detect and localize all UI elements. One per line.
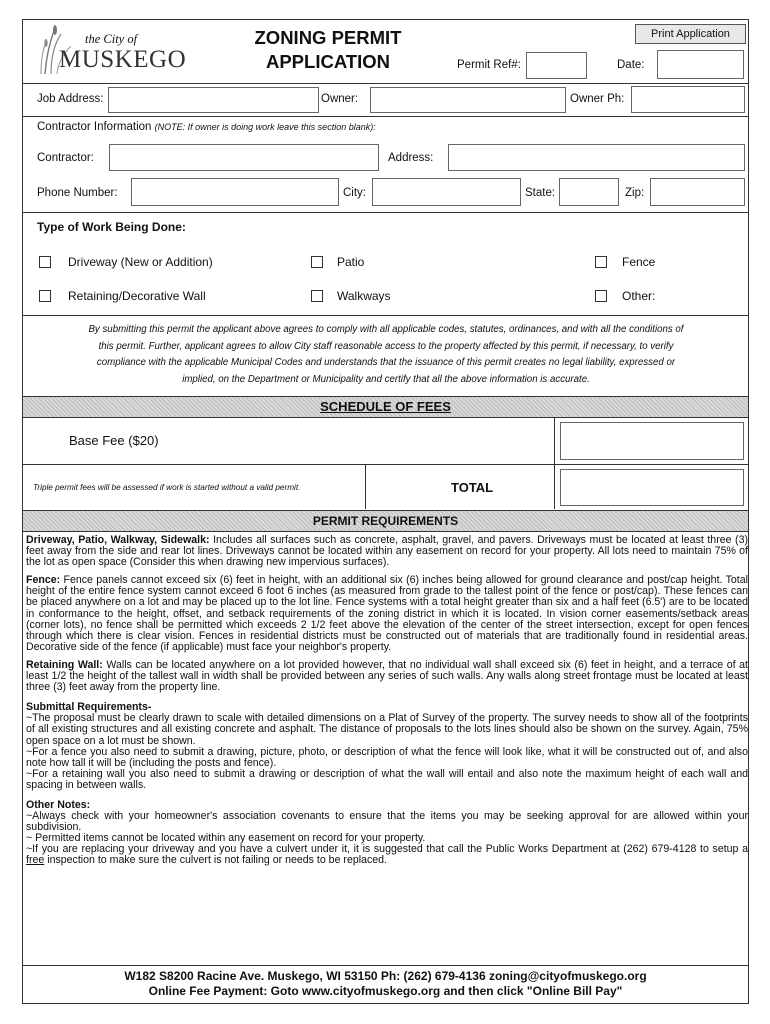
driveway-checkbox[interactable] [39,256,51,268]
total-label: TOTAL [451,480,494,495]
walkways-checkbox[interactable] [311,290,323,302]
free-inspection-text: free [26,854,45,867]
other-note: ~If you are replacing your driveway and you have a culvert under it, it is suggested that call the Public Works Department at (262) 679-4128 to setup a free inspection to make sure the culvert is not failing or needs to be replaced. [26,843,748,867]
agreement-line: this permit. Further, applicant agrees to allow City staff reasonable access to the property affected by this permit, if necessary, to verify [98,340,674,352]
agreement-text [27,322,745,388]
requirements-heading: PERMIT REQUIREMENTS [312,514,459,528]
title-line-1: ZONING PERMIT [254,27,402,48]
state-label: State: [525,187,556,199]
city-logo [37,24,207,74]
footer-address-line: W182 S8200 Racine Ave. Muskego, WI 53150 Ph: (262) 679-4136 zoning@cityofmuskego.org [124,969,647,983]
submittal-requirements [26,702,748,791]
other-notes [26,800,748,867]
retaining-wall-option-label: Retaining/Decorative Wall [68,289,206,303]
page-title [233,26,423,74]
permit-ref-label: Permit Ref#: [457,59,521,71]
total-input[interactable] [560,469,744,506]
contractor-section-title: Contractor Information [37,121,152,133]
contractor-address-input[interactable] [448,144,745,171]
driveway-option-label: Driveway (New or Addition) [68,255,213,269]
requirements-heading-bar [23,510,748,532]
city-input[interactable] [372,178,521,206]
other-notes-title: Other Notes: [26,798,91,811]
agreement-line: implied, on the Department or Municipality and certify that all the above information is accurate. [182,373,590,385]
contractor-input[interactable] [109,144,379,171]
job-address-label: Job Address: [37,93,104,105]
footer-payment-line: Online Fee Payment: Goto www.cityofmuskego.org and then click "Online Bill Pay" [148,984,623,998]
fence-requirement [26,575,748,653]
phone-number-input[interactable] [131,178,339,206]
owner-label: Owner: [321,93,359,105]
fence-requirement-text: Fence panels cannot exceed six (6) feet in height, with an additional six (6) inches being allowed for ground clearance and post/cap height. Total height of the entire fence system cannot exceed 6 foot 6 inches (as measured from grade to the tallest point of the fence or post/cap). These fences can be placed anywhere on a lot and may be placed up to the lot line. Fence systems with a total height greater than six and a half feet (6.5') are to be located in conformance to the height, offset, and setback requirements of the zoning district in which it is located. In vision corner easements/setback areas (corner lots), no fence shall be permitted which exceeds 2 1/2 feet above the elevation of the center of the street intersection, except for open fences through which there is clear vision. Fences in residential districts must be constructed out of materials that are traditionally found in residential areas. Decorative side of the fence (if applicable) must face your neighbor's property. [26,574,748,653]
work-type-heading: Type of Work Being Done: [37,220,186,234]
submittal-item: ~For a retaining wall you also need to submit a drawing or description of what the wall will entail and also note the maximum height of each wall and spacing in between walls. [26,767,748,791]
address-label: Address: [388,152,434,164]
state-input[interactable] [559,178,619,206]
owner-phone-input[interactable] [631,86,745,113]
date-input[interactable] [657,50,744,79]
submittal-item: ~For a fence you also need to submit a drawing, picture, photo, or description of what the fence will look like, what it will be constructed out of, and also note how tall it will be (including the posts and fence). [26,745,748,769]
fence-checkbox[interactable] [595,256,607,268]
logo-prefix: the City of [85,32,138,46]
city-label: City: [343,187,366,199]
form-frame [22,19,749,1004]
permit-ref-input[interactable] [526,52,587,79]
owner-input[interactable] [370,87,566,113]
footer-contact [23,969,748,999]
fees-heading: SCHEDULE OF FEES [320,399,451,414]
wall-requirement [26,660,748,693]
retaining-wall-checkbox[interactable] [39,290,51,302]
other-note: ~ Permitted items cannot be located within any easement on record for your property. [26,832,426,845]
submittal-title: Submittal Requirements- [26,701,152,714]
agreement-line: By submitting this permit the applicant above agrees to comply with all applicable codes, statutes, ordinances, and with all the conditions of [88,324,684,335]
zip-label: Zip: [625,187,645,199]
wall-requirement-title: Retaining Wall: [26,658,103,671]
print-application-button[interactable]: Print Application [635,24,746,44]
driveway-requirement [26,535,748,568]
contractor-section-note: (NOTE: If owner is doing work leave this section blank): [154,122,376,132]
phone-number-label: Phone Number: [37,187,118,199]
driveway-requirement-text: Includes all surfaces such as concrete, asphalt, gravel, and pavers. Driveways must be located at least three (3) feet away from the side and rear lot lines. Driveways cannot be located within any easement on record for your property. All lots need to maintain 75% of the lot as open space (Consider this when drawing new impervious surfaces). [26,534,749,569]
walkways-option-label: Walkways [337,289,391,303]
patio-checkbox[interactable] [311,256,323,268]
title-line-2: APPLICATION [265,51,391,72]
other-checkbox[interactable] [595,290,607,302]
fence-option-label: Fence [622,255,656,269]
requirements-body [26,535,748,874]
job-address-input[interactable] [108,87,319,113]
fees-heading-bar [23,396,748,418]
driveway-requirement-title: Driveway, Patio, Walkway, Sidewalk: [26,534,210,546]
base-fee-label: Base Fee ($20) [69,433,159,448]
triple-fee-note: Triple permit fees will be assessed if work is started without a valid permit. [33,483,301,492]
contractor-section-label [37,121,376,133]
other-note: ~Always check with your homeowner's association covenants to ensure that the items you may be seeking approval for are allowed within your subdivision. [26,810,748,834]
owner-phone-label: Owner Ph: [570,93,625,105]
logo-name: MUSKEGO [59,46,187,73]
agreement-line: compliance with the applicable Municipal Codes and understands that the issuance of this permit creates no legal liability, expressed or [96,357,676,368]
patio-option-label: Patio [337,255,365,269]
base-fee-input[interactable] [560,422,744,460]
zip-input[interactable] [650,178,745,206]
wall-requirement-text: Walls can be located anywhere on a lot provided however, that no individual wall shall exceed six (6) feet in height, and a terrace of at least 1/2 the height of the tallest wall in width shall be provided between any series of such walls. Any walls along street frontage must be located at least three (3) feet away from the property line. [26,658,748,694]
contractor-label: Contractor: [37,152,94,164]
fence-requirement-title: Fence: [26,574,61,587]
submittal-item: ~The proposal must be clearly drawn to scale with detailed dimensions on a Plat of Survey of the property. The survey needs to show all of the footprints of all existing structures and all existing concrete and asphalt. The distance of proposals to the lots lines should also be shown on the survey. Again, 75% open space on a lot must be shown. [26,712,748,747]
other-option-label: Other: [622,289,656,303]
date-label: Date: [617,59,645,71]
